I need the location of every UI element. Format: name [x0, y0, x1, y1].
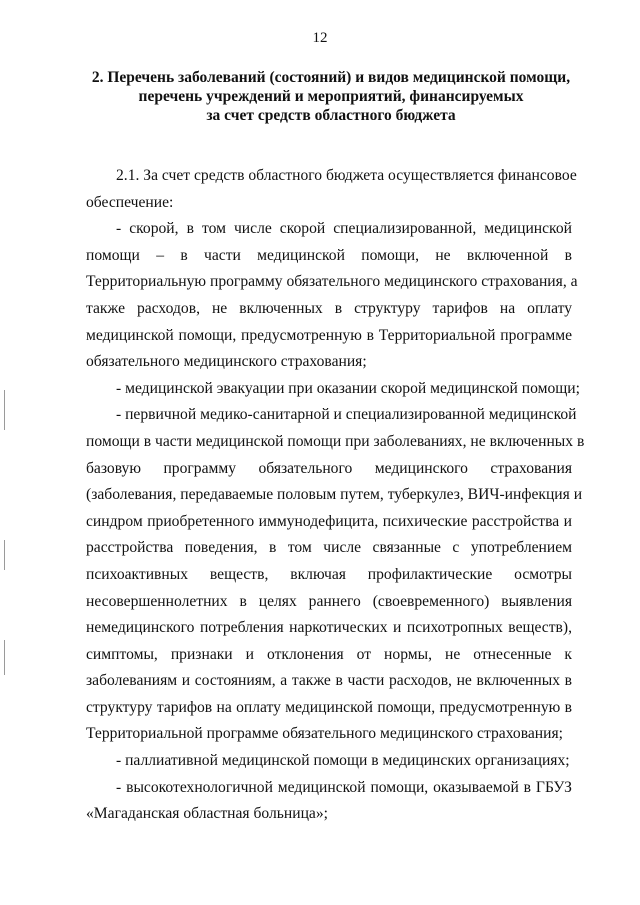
text-line: - высокотехнологичной медицинской помощи, оказываемой в ГБУЗ [116, 778, 572, 796]
heading-line: перечень учреждений и мероприятий, финансируемых [138, 88, 524, 105]
text-line: немедицинского потребления наркотических и психотропных веществ), [86, 619, 572, 637]
page-number: 12 [312, 30, 328, 46]
text-line: - скорой, в том числе скорой специализированной, медицинской [116, 220, 572, 238]
text-line: «Магаданская областная больница»; [86, 805, 328, 823]
text-line: - первичной медико-санитарной и специализированной медицинской [116, 406, 577, 424]
scan-edge-mark [4, 540, 5, 570]
text-line: симптомы, признаки и отклонения от нормы, не отнесенные к [86, 645, 572, 663]
section-heading [80, 68, 582, 125]
heading-line: 2. Перечень заболеваний (состояний) и видов медицинской помощи, [91, 69, 571, 86]
text-line: синдром приобретенного иммунодефицита, психические расстройства и [86, 512, 572, 530]
heading-line: за счет средств областного бюджета [206, 107, 456, 124]
text-line: помощи в части медицинской помощи при заболеваниях, не включенных в [86, 432, 585, 450]
text-line: психоактивных веществ, включая профилактические осмотры [86, 565, 572, 583]
text-line: обязательного медицинского страхования; [86, 353, 367, 371]
text-line: (заболевания, передаваемые половым путем, туберкулез, ВИЧ-инфекция и [86, 486, 583, 504]
text-line: расстройства поведения, в том числе связанные с употреблением [86, 539, 572, 557]
text-line: Территориальную программу обязательного медицинского страхования, а [86, 273, 578, 291]
text-line: несовершеннолетних в целях раннего (своевременного) выявления [86, 592, 572, 610]
text-line: помощи – в части медицинской помощи, не включенной в [86, 246, 572, 264]
text-line: - медицинской эвакуации при оказании скорой медицинской помощи; [116, 379, 580, 397]
scan-edge-mark [4, 390, 5, 430]
text-line: базовую программу обязательного медицинского страхования [86, 459, 572, 477]
text-line: также расходов, не включенных в структуру тарифов на оплату [86, 299, 572, 317]
text-line: Территориальной программе обязательного медицинского страхования; [86, 725, 563, 743]
text-line: заболеваниям и состояниям, а также в части расходов, не включенных в [86, 672, 572, 690]
text-line: структуру тарифов на оплату медицинской помощи, предусмотренную в [86, 698, 572, 716]
text-line: медицинской помощи, предусмотренную в Территориальной программе [86, 326, 572, 344]
body-text [86, 163, 585, 828]
text-line: 2.1. За счет средств областного бюджета осуществляется финансовое [116, 167, 577, 184]
scan-edge-mark [4, 640, 5, 675]
text-line: - паллиативной медицинской помощи в медицинских организациях; [116, 752, 570, 770]
text-line: обеспечение: [86, 193, 174, 211]
